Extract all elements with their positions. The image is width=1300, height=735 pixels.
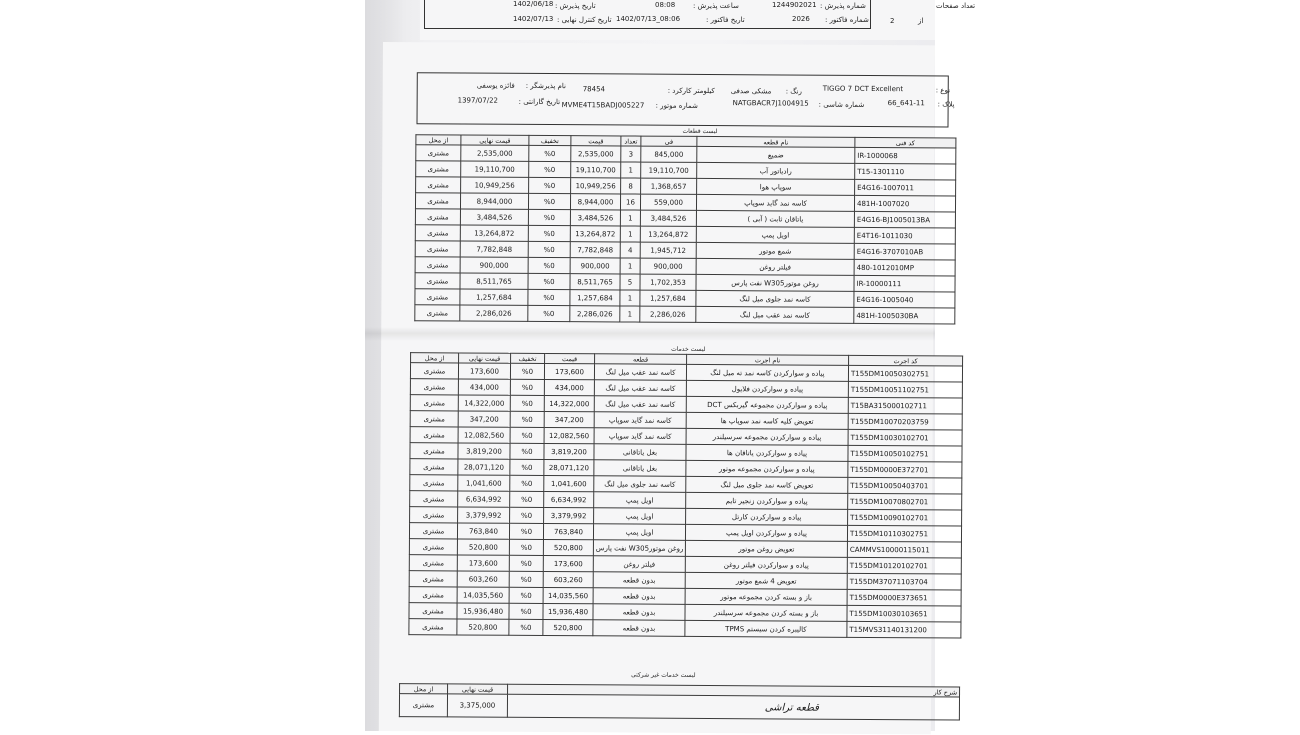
service-code-cell: T155DM10110302751 (847, 525, 961, 542)
invoice-header-strip (420, 0, 976, 40)
final-price-cell: 19,110,700 (461, 161, 529, 177)
unit-price-cell: 845,000 (641, 146, 697, 162)
col-service-name: نام اجرت (687, 354, 849, 365)
engine-label: شماره موتور : (655, 101, 698, 110)
color-label: رنگ : (785, 87, 802, 96)
source-cell: مشتری (410, 427, 458, 443)
final-price-cell: 28,071,120 (458, 459, 510, 475)
unit-price-cell: 559,000 (640, 194, 696, 210)
discount-cell: %0 (510, 363, 544, 379)
final-control-date: 1402/07/13 (513, 15, 554, 23)
price-cell: 8,944,000 (570, 194, 620, 210)
service-code-cell: T155DM0000E373651 (847, 589, 961, 606)
discount-cell: %0 (528, 273, 570, 289)
final-price-cell: 10,949,256 (461, 177, 529, 193)
part-name-cell: شمع موتور (696, 242, 854, 259)
plate-label: پلاک : (937, 100, 955, 109)
invoice-date: 1402/07/13_08:06 (616, 15, 681, 23)
col-final-price: قیمت نهایی (461, 135, 529, 145)
discount-cell: %0 (510, 491, 544, 507)
final-price-cell: 173,600 (457, 555, 509, 571)
discount-cell: %0 (529, 177, 571, 193)
service-code-cell: T155DM10030102701 (848, 429, 962, 446)
final-price-cell: 603,260 (457, 571, 509, 587)
final-price-cell: 1,257,684 (460, 289, 528, 305)
discount-cell: %0 (529, 161, 571, 177)
service-code-cell: T155DM10120102701 (847, 557, 961, 574)
vehicle-model: TIGGO 7 DCT Excellent (822, 84, 904, 94)
price-cell: 1,041,600 (544, 475, 594, 491)
price-cell: 173,600 (543, 555, 593, 571)
price-cell: 3,379,992 (544, 507, 594, 523)
vehicle-engine: MVME4T15BADJ005227 (561, 101, 645, 110)
unit-price-cell: 1,945,712 (640, 242, 696, 258)
source-cell: مشتری (410, 379, 458, 395)
discount-cell: %0 (509, 603, 543, 619)
part-cell: کاسه نمد عقب میل لنگ (594, 380, 686, 397)
service-name-cell: پیاده و سوارکردن فیلتر روغن (685, 556, 847, 573)
unit-price-cell: 19,110,700 (641, 162, 697, 178)
col-service-code: کد اجرت (849, 355, 963, 366)
tech-code-cell: E4G16-1005040 (854, 291, 955, 308)
col-source: از محل (400, 684, 448, 694)
part-cell: اویل پمپ (594, 508, 686, 525)
final-price-cell: 15,936,480 (457, 603, 509, 619)
service-code-cell: T155DM10070802701 (848, 493, 962, 510)
parts-title: لیست قطعات (682, 127, 718, 136)
discount-cell: %0 (510, 427, 544, 443)
source-cell: مشتری (409, 523, 457, 539)
part-name-cell: فیلتر روغن (696, 258, 854, 275)
price-cell: 900,000 (570, 258, 620, 274)
service-code-cell: T155DM10050403701 (848, 477, 962, 494)
price-cell: 520,800 (543, 619, 593, 635)
col-unit-price: فی (641, 136, 697, 146)
tech-code-cell: IR-1000068 (855, 147, 956, 164)
service-name-cell: DCT پیاده و سوارکردن مجموعه گیربکس (686, 396, 848, 413)
source-cell: مشتری (415, 241, 460, 257)
discount-cell: %0 (529, 145, 571, 161)
unit-price-cell: 1,702,353 (640, 274, 696, 290)
chassis-label: شماره شاسی : (818, 100, 865, 109)
col-discount: تخفیف (511, 353, 545, 363)
discount-cell: %0 (509, 571, 543, 587)
service-code-cell: T155DM10051102751 (848, 381, 962, 398)
service-name-cell: باز و بسته کردن مجموعه موتور (685, 588, 847, 605)
part-name-cell: اویل پمپ (696, 226, 854, 243)
qty-cell: 1 (621, 162, 641, 178)
final-price-cell: 13,264,872 (460, 225, 528, 241)
discount-cell: %0 (528, 193, 570, 209)
qty-cell: 1 (620, 290, 640, 306)
part-cell: بدون قطعه (593, 604, 685, 621)
reception-number: 1244902021 (772, 1, 817, 9)
tech-code-cell: 481H-1005030BA (854, 307, 955, 324)
final-price-cell: 2,286,026 (460, 305, 528, 321)
source-cell: مشتری (416, 177, 461, 193)
col-source: از محل (416, 135, 461, 145)
service-name-cell: پیاده و سوارکردن مجموعه موتور (686, 460, 848, 477)
outside-table (399, 683, 960, 720)
invoice-number-label: شماره فاکتور : (825, 16, 869, 24)
col-part: قطعه (595, 354, 687, 365)
qty-cell: 1 (620, 226, 640, 242)
source-cell: مشتری (416, 161, 461, 177)
price-cell: 3,484,526 (570, 210, 620, 226)
service-name-cell: TPMS کالیبره کردن سیستم (685, 620, 847, 637)
col-final-price: قیمت نهایی (459, 353, 511, 363)
qty-cell: 1 (620, 258, 640, 274)
source-cell: مشتری (409, 603, 457, 619)
col-qty: تعداد (621, 136, 641, 146)
final-price-cell: 14,322,000 (458, 395, 510, 411)
price-cell: 173,600 (544, 363, 594, 379)
tech-code-cell: E4G16-3707010AB (854, 243, 955, 260)
qty-cell: 3 (621, 146, 641, 162)
vehicle-plate: 66_641-11 (887, 99, 925, 108)
discount-cell: %0 (509, 619, 543, 635)
part-name-cell: رادیاتور آب (697, 162, 855, 179)
outside-row (399, 694, 959, 720)
col-price: قیمت (545, 353, 595, 363)
price-cell: 19,110,700 (571, 162, 621, 178)
warranty-label: تاریخ گارانتی : (518, 97, 561, 107)
unit-price-cell: 13,264,872 (640, 226, 696, 242)
discount-cell: %0 (528, 209, 570, 225)
reception-date-label: تاریخ پذیرش : (555, 2, 596, 10)
part-name-cell: کاسه نمد عقب میل لنگ (696, 306, 854, 323)
tech-code-cell: E4T16-1011030 (854, 227, 955, 244)
final-price-cell: 7,782,848 (460, 241, 528, 257)
service-name-cell: پیاده و سوارکردن کاسه نمد ته میل لنگ (686, 364, 848, 381)
part-cell: بدون قطعه (593, 620, 685, 637)
part-cell: اویل پمپ (593, 524, 685, 541)
outside-title: لیست خدمات غیر شرکتی (631, 671, 696, 679)
part-name-cell: یاتاقان ثابت ( آبی ) (696, 210, 854, 227)
page-total: 2 (890, 17, 895, 25)
final-price-cell: 3,819,200 (458, 443, 510, 459)
part-cell: کاسه نمد جلوی میل لنگ (594, 476, 686, 493)
discount-cell: %0 (509, 539, 543, 555)
discount-cell: %0 (528, 305, 570, 321)
handwritten-description-cell: قطعه تراشی (507, 694, 959, 720)
invoice-date-label: تاریخ فاکتور : (706, 16, 745, 24)
final-price-cell: 3,375,000 (447, 694, 507, 717)
vehicle-color: مشکی صدفی (730, 87, 772, 96)
tech-code-cell: IR-10000111 (854, 275, 955, 292)
final-price-cell: 173,600 (458, 363, 510, 379)
price-cell: 13,264,872 (570, 226, 620, 242)
service-code-cell: T15BA315000102711 (848, 397, 962, 414)
source-cell: مشتری (415, 289, 460, 305)
service-name-cell: پیاده و سوارکردن اویل پمپ (685, 524, 847, 541)
services-title: لیست خدمات (671, 345, 706, 353)
part-cell: بغل یاتاقانی (594, 444, 686, 461)
source-cell: مشتری (415, 257, 460, 273)
part-cell: اویل پمپ (594, 492, 686, 509)
qty-cell: 1 (620, 210, 640, 226)
tech-code-cell: 481H-1007020 (854, 195, 955, 212)
service-name-cell: تعویض روغن موتور (685, 540, 847, 557)
service-name-cell: پیاده و سوارکردن زنجیر تایم (686, 492, 848, 509)
final-price-cell: 12,082,560 (458, 427, 510, 443)
price-cell: 434,000 (544, 379, 594, 395)
discount-cell: %0 (509, 587, 543, 603)
discount-cell: %0 (510, 395, 544, 411)
service-code-cell: T155DM0000E372701 (848, 461, 962, 478)
part-name-cell: ضمیع (697, 146, 855, 163)
discount-cell: %0 (509, 555, 543, 571)
source-cell: مشتری (409, 539, 457, 555)
final-price-cell: 8,511,765 (460, 273, 528, 289)
discount-cell: %0 (509, 523, 543, 539)
vehicle-chassis: NATGBACR7J1004915 (732, 99, 809, 108)
price-cell: 14,322,000 (544, 395, 594, 411)
price-cell: 603,260 (543, 571, 593, 587)
part-cell: بدون قطعه (593, 588, 685, 605)
part-cell: کاسه نمد عقب میل لنگ (594, 364, 686, 381)
service-code-cell: T155DM10050302751 (848, 365, 962, 382)
services-table (408, 352, 963, 638)
service-name-cell: پیاده و سوارکردن مجموعه سرسیلندر (686, 428, 848, 445)
service-name-cell: تعویض کلیه کاسه نمد سوپاپ ها (686, 412, 848, 429)
qty-cell: 8 (621, 178, 641, 194)
reception-time: 08:08 (655, 1, 676, 9)
tech-code-cell: E4G16-BJ1005013BA (854, 211, 955, 228)
source-cell: مشتری (415, 209, 460, 225)
part-cell: کاسه نمد گاید سوپاپ (594, 428, 686, 445)
warranty-date: 1397/07/22 (457, 96, 499, 105)
receiver-label: نام پذیرشگر : (525, 81, 567, 91)
price-cell: 14,035,560 (543, 587, 593, 603)
reception-number-label: شماره پذیرش : (820, 2, 866, 10)
source-cell: مشتری (415, 225, 460, 241)
page-of-label: از (918, 17, 924, 25)
service-name-cell: تعویض 4 شمع موتور (685, 572, 847, 589)
unit-price-cell: 2,286,026 (640, 306, 696, 322)
service-code-cell: T155DM37071103704 (847, 573, 961, 590)
invoice-page (379, 42, 958, 734)
part-cell: فیلتر روغن (593, 556, 685, 573)
discount-cell: %0 (510, 411, 544, 427)
unit-price-cell: 900,000 (640, 258, 696, 274)
reception-date: 1402/06/18 (513, 0, 554, 8)
final-price-cell: 3,379,992 (458, 507, 510, 523)
discount-cell: %0 (510, 379, 544, 395)
vehicle-model-label: نوع : (935, 86, 951, 95)
source-cell: مشتری (399, 694, 447, 717)
qty-cell: 5 (620, 274, 640, 290)
reception-time-label: ساعت پذیرش : (693, 2, 739, 10)
part-cell: کاسه نمد گاید سوپاپ (594, 412, 686, 429)
qty-cell: 4 (620, 242, 640, 258)
source-cell: مشتری (410, 411, 458, 427)
service-name-cell: تعویض کاسه نمد جلوی میل لنگ (686, 476, 848, 493)
final-price-cell: 520,800 (457, 619, 509, 635)
price-cell: 7,782,848 (570, 242, 620, 258)
tech-code-cell: E4G16-1007011 (855, 179, 956, 196)
price-cell: 12,082,560 (544, 427, 594, 443)
discount-cell: %0 (510, 475, 544, 491)
final-price-cell: 763,840 (457, 523, 509, 539)
parts-row (415, 305, 955, 324)
final-price-cell: 8,944,000 (460, 193, 528, 209)
source-cell: مشتری (409, 619, 457, 635)
part-cell: بدون قطعه (593, 572, 685, 589)
price-cell: 8,511,765 (570, 274, 620, 290)
service-code-cell: CAMMVS10000115011 (847, 541, 961, 558)
source-cell: مشتری (409, 587, 457, 603)
price-cell: 3,819,200 (544, 443, 594, 459)
discount-cell: %0 (528, 289, 570, 305)
service-code-cell: T155DM10050102751 (848, 445, 962, 462)
final-price-cell: 6,634,992 (458, 491, 510, 507)
unit-price-cell: 1,368,657 (641, 178, 697, 194)
source-cell: مشتری (410, 459, 458, 475)
final-price-cell: 1,041,600 (458, 475, 510, 491)
document-photo (365, 0, 976, 731)
part-cell: کاسه نمد عقب میل لنگ (594, 396, 686, 413)
tech-code-cell: 480-1012010MP (854, 259, 955, 276)
parts-table (414, 134, 956, 324)
discount-cell: %0 (510, 459, 544, 475)
receiver-name: فائزه یوسفی (476, 81, 515, 90)
service-code-cell: T155DM10070203759 (848, 413, 962, 430)
col-discount: تخفیف (529, 135, 571, 145)
col-source: از محل (411, 353, 459, 363)
part-name-cell: کاسه نمد جلوی میل لنگ (696, 290, 854, 307)
source-cell: مشتری (415, 305, 460, 321)
part-cell: نفت پارس W30روغن موتور5 (593, 540, 685, 557)
qty-cell: 16 (620, 194, 640, 210)
service-code-cell: T155DM10090102701 (848, 509, 962, 526)
service-name-cell: پیاده و سوارکردن کارتل (686, 508, 848, 525)
col-final-price: قیمت نهایی (448, 684, 508, 694)
service-code-cell: T15MVS31140131200 (847, 621, 961, 638)
price-cell: 763,840 (543, 523, 593, 539)
source-cell: مشتری (410, 491, 458, 507)
service-name-cell: پیاده و سوارکردن یاتاقان ها (686, 444, 848, 461)
price-cell: 10,949,256 (571, 178, 621, 194)
final-price-cell: 520,800 (457, 539, 509, 555)
price-cell: 347,200 (544, 411, 594, 427)
discount-cell: %0 (510, 507, 544, 523)
final-price-cell: 434,000 (458, 379, 510, 395)
part-cell: بغل یاتاقانی (594, 460, 686, 477)
tech-code-cell: T15-1301110 (855, 163, 956, 180)
service-code-cell: T155DM10030103651 (847, 605, 961, 622)
discount-cell: %0 (528, 241, 570, 257)
source-cell: مشتری (410, 475, 458, 491)
final-price-cell: 900,000 (460, 257, 528, 273)
discount-cell: %0 (510, 443, 544, 459)
col-description: شرح کار (508, 684, 960, 697)
price-cell: 6,634,992 (544, 491, 594, 507)
source-cell: مشتری (409, 555, 457, 571)
source-cell: مشتری (415, 273, 460, 289)
services-row (409, 619, 961, 638)
part-name-cell: کاسه نمد گاید سوپاپ (696, 194, 854, 211)
col-tech-code: کد فنی (855, 137, 956, 148)
final-price-cell: 3,484,526 (460, 209, 528, 225)
service-name-cell: پیاده و سوارکردن فلایول (686, 380, 848, 397)
col-part-name: نام قطعه (697, 136, 855, 147)
unit-price-cell: 1,257,684 (640, 290, 696, 306)
qty-cell: 1 (620, 306, 640, 322)
part-name-cell: نفت پارس W30روغن موتور5 (696, 274, 854, 291)
unit-price-cell: 3,484,526 (640, 210, 696, 226)
price-cell: 2,535,000 (571, 146, 621, 162)
source-cell: مشتری (410, 443, 458, 459)
final-price-cell: 14,035,560 (457, 587, 509, 603)
final-control-label: تاریخ کنترل نهایی : (557, 16, 612, 24)
source-cell: مشتری (410, 363, 458, 379)
part-name-cell: سوپاپ هوا (697, 178, 855, 195)
price-cell: 520,800 (543, 539, 593, 555)
price-cell: 28,071,120 (544, 459, 594, 475)
discount-cell: %0 (528, 225, 570, 241)
col-price: قیمت (571, 136, 621, 146)
source-cell: مشتری (416, 145, 461, 161)
price-cell: 2,286,026 (570, 306, 620, 322)
invoice-number: 2026 (792, 15, 810, 23)
discount-cell: %0 (528, 257, 570, 273)
final-price-cell: 2,535,000 (461, 145, 529, 161)
km-label: کیلومتر کارکرد : (667, 86, 715, 96)
source-cell: مشتری (415, 193, 460, 209)
service-name-cell: باز و بسته کردن مجموعه سرسیلندر (685, 604, 847, 621)
final-price-cell: 347,200 (458, 411, 510, 427)
vehicle-km: 78454 (582, 85, 606, 94)
pages-label: تعداد صفحات (936, 2, 976, 10)
source-cell: مشتری (410, 395, 458, 411)
price-cell: 1,257,684 (570, 290, 620, 306)
source-cell: مشتری (409, 571, 457, 587)
price-cell: 15,936,480 (543, 603, 593, 619)
source-cell: مشتری (410, 507, 458, 523)
